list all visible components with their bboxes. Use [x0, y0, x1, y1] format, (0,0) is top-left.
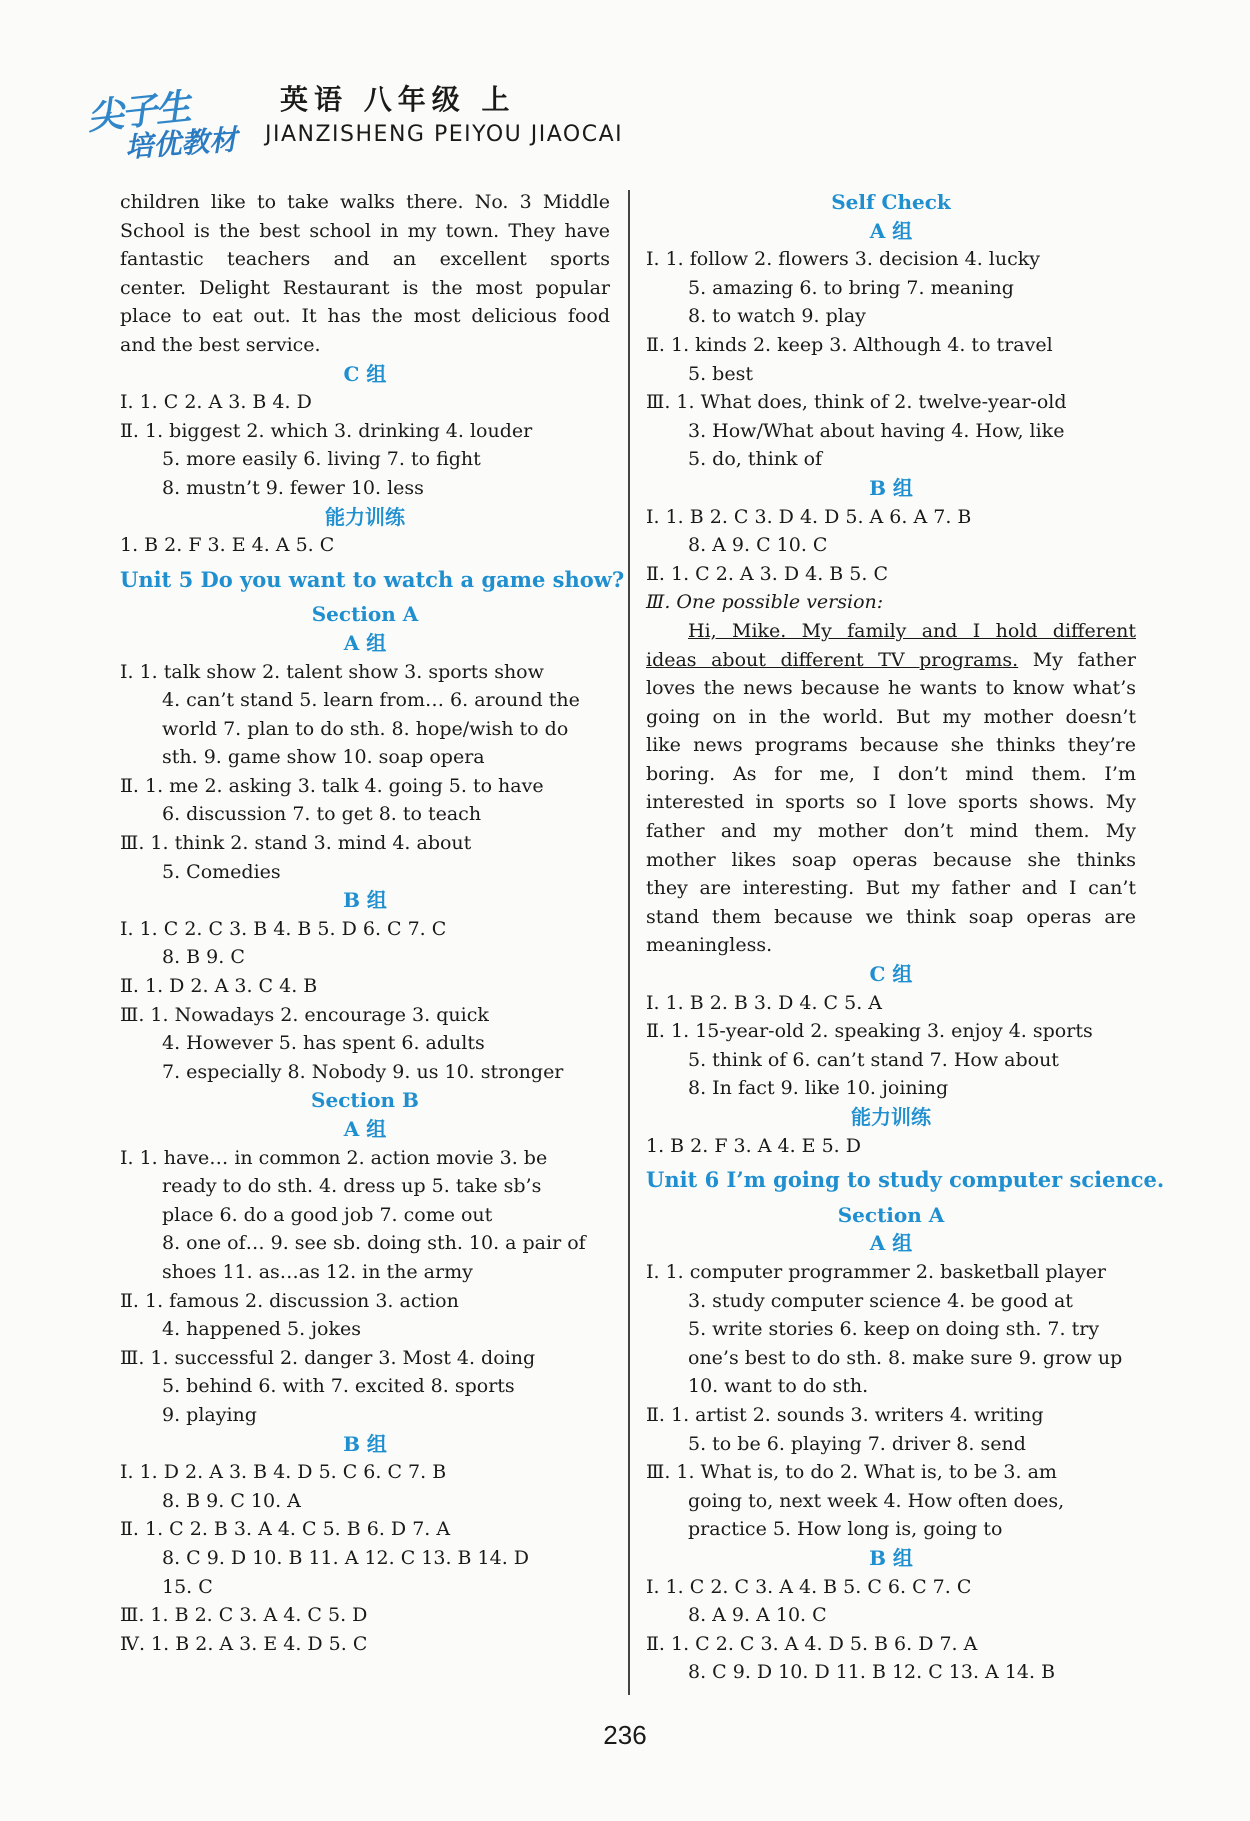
- answer-line: Ⅱ. 1. kinds 2. keep 3. Although 4. to travel: [646, 333, 1053, 356]
- passage-line: mother likes soap operas because she thinks: [646, 848, 1136, 871]
- passage-line: School is the best school in my town. They have: [120, 219, 610, 242]
- answer-continuation: 4. happened 5. jokes: [162, 1318, 361, 1341]
- page-header: [75, 78, 775, 168]
- passage-line: interested in sports so I love sports shows. My: [646, 791, 1136, 814]
- logo-line-1: 尖子生: [85, 86, 192, 139]
- answer-continuation: 5. write stories 6. keep on doing sth. 7. try: [688, 1318, 1100, 1341]
- answer-line: Ⅳ. 1. B 2. A 3. E 4. D 5. C: [120, 1632, 368, 1655]
- passage-line: meaningless.: [646, 934, 773, 957]
- section-heading: Section A: [837, 1202, 945, 1227]
- answer-line: Ⅰ. 1. C 2. C 3. A 4. B 5. C 6. C 7. C: [646, 1575, 972, 1598]
- answer-line: Ⅰ. 1. B 2. C 3. D 4. D 5. A 6. A 7. B: [646, 505, 972, 528]
- answer-continuation: 15. C: [162, 1575, 213, 1598]
- answer-line: Ⅰ. 1. talk show 2. talent show 3. sports show: [120, 660, 544, 683]
- left-column: [120, 188, 625, 1658]
- passage-line: going on in the world. But my mother doesn’t: [646, 705, 1136, 728]
- answer-continuation: 8. A 9. C 10. C: [688, 534, 828, 557]
- answer-line: Ⅲ. 1. think 2. stand 3. mind 4. about: [120, 832, 472, 855]
- series-logo: [75, 78, 265, 166]
- answer-continuation: 4. However 5. has spent 6. adults: [162, 1032, 485, 1055]
- answer-continuation: 8. A 9. A 10. C: [688, 1604, 827, 1627]
- answer-continuation: 5. more easily 6. living 7. to fight: [162, 448, 481, 471]
- answer-line: Ⅱ. 1. biggest 2. which 3. drinking 4. louder: [120, 419, 533, 442]
- answer-continuation: 5. Comedies: [162, 860, 281, 883]
- answer-continuation: 8. one of… 9. see sb. doing sth. 10. a pair of: [162, 1232, 586, 1255]
- section-heading: C 组: [869, 962, 913, 987]
- section-heading: B 组: [343, 888, 387, 913]
- answer-continuation: place 6. do a good job 7. come out: [162, 1203, 493, 1226]
- passage-text: My father: [1018, 648, 1136, 671]
- underlined-sentence: ideas about different TV programs.: [646, 648, 1019, 671]
- answer-line: Ⅰ. 1. D 2. A 3. B 4. D 5. C 6. C 7. B: [120, 1461, 447, 1484]
- answer-continuation: 5. to be 6. playing 7. driver 8. send: [688, 1432, 1026, 1455]
- passage-line: like news programs because she thinks they’re: [646, 734, 1136, 757]
- answer-line: Ⅰ. 1. have… in common 2. action movie 3. be: [120, 1146, 548, 1169]
- answer-continuation: 8. In fact 9. like 10. joining: [688, 1077, 949, 1100]
- answer-line: Ⅱ. 1. C 2. B 3. A 4. C 5. B 6. D 7. A: [120, 1518, 451, 1541]
- answer-continuation: 8. B 9. C 10. A: [162, 1489, 301, 1512]
- passage-line: fantastic teachers and an excellent sports: [120, 248, 610, 271]
- passage-line: and the best service.: [120, 333, 321, 356]
- passage-line: [646, 646, 1136, 675]
- section-heading: B 组: [869, 1545, 913, 1570]
- answer-continuation: 6. discussion 7. to get 8. to teach: [162, 803, 482, 826]
- answer-line: Ⅲ. 1. B 2. C 3. A 4. C 5. D: [120, 1604, 368, 1627]
- answer-line: Ⅰ. 1. B 2. B 3. D 4. C 5. A: [646, 991, 882, 1014]
- section-heading: 能力训练: [851, 1105, 931, 1129]
- section-heading: A 组: [869, 218, 913, 243]
- passage-line: loves the news because he wants to know what’s: [646, 677, 1136, 700]
- answer-line: Ⅱ. 1. famous 2. discussion 3. action: [120, 1289, 459, 1312]
- answer-continuation: one’s best to do sth. 8. make sure 9. grow up: [688, 1346, 1123, 1369]
- answer-line: Ⅱ. 1. D 2. A 3. C 4. B: [120, 975, 318, 998]
- passage-line: father and my mother don’t mind them. My: [646, 820, 1136, 843]
- answer-line: Ⅱ. 1. me 2. asking 3. talk 4. going 5. to have: [120, 774, 544, 797]
- book-subtitle: JIANZISHENG PEIYOU JIAOCAI: [265, 122, 624, 147]
- answer-continuation: 8. C 9. D 10. B 11. A 12. C 13. B 14. D: [162, 1546, 530, 1569]
- answer-continuation: going to, next week 4. How often does,: [688, 1489, 1065, 1512]
- answer-continuation: 9. playing: [162, 1403, 257, 1426]
- right-column: [646, 188, 1165, 1687]
- answer-line: 1. B 2. F 3. A 4. E 5. D: [646, 1134, 861, 1157]
- answer-continuation: 3. study computer science 4. be good at: [688, 1289, 1073, 1312]
- section-heading: A 组: [343, 1117, 387, 1141]
- section-heading: C 组: [343, 361, 387, 386]
- section-heading: Self Check: [831, 190, 951, 214]
- passage-line: Hi, Mike. My family and I hold different: [688, 619, 1136, 642]
- answer-continuation: 5. think of 6. can’t stand 7. How about: [688, 1048, 1059, 1071]
- answer-continuation: world 7. plan to do sth. 8. hope/wish to do: [162, 717, 569, 740]
- passage-line: they are interesting. But my father and I can’t: [646, 877, 1136, 900]
- answer-continuation: 5. do, think of: [688, 448, 823, 471]
- book-title: 英语 八年级 上: [280, 83, 516, 116]
- section-heading: A 组: [869, 1231, 913, 1256]
- page-number: 236: [603, 1720, 647, 1750]
- column-divider: [628, 190, 630, 1695]
- answer-continuation: shoes 11. as…as 12. in the army: [162, 1260, 473, 1283]
- answer-line: Ⅲ. 1. Nowadays 2. encourage 3. quick: [120, 1003, 489, 1026]
- answer-continuation: 8. C 9. D 10. D 11. B 12. C 13. A 14. B: [688, 1661, 1056, 1684]
- answer-continuation: 3. How/What about having 4. How, like: [688, 419, 1065, 442]
- passage-line: children like to take walks there. No. 3 Middle: [120, 191, 610, 213]
- logo-line-2: 培优教材: [124, 123, 239, 164]
- passage-line: place to eat out. It has the most delicious food: [120, 305, 610, 328]
- answer-line: Ⅲ. 1. What is, to do 2. What is, to be 3. am: [646, 1461, 1057, 1484]
- passage-line: boring. As for me, I don’t mind them. I’m: [646, 762, 1136, 785]
- section-heading: B 组: [869, 475, 913, 500]
- section-heading: B 组: [343, 1431, 387, 1456]
- composition-label: Ⅲ. One possible version:: [646, 591, 884, 614]
- passage-line: stand them because we think soap operas are: [646, 905, 1136, 928]
- section-heading: 能力训练: [325, 504, 405, 529]
- answer-line: Ⅲ. 1. successful 2. danger 3. Most 4. doing: [120, 1346, 536, 1369]
- answer-continuation: practice 5. How long is, going to: [688, 1518, 1003, 1541]
- answer-line: Ⅰ. 1. computer programmer 2. basketball player: [646, 1260, 1107, 1283]
- answer-continuation: 5. amazing 6. to bring 7. meaning: [688, 276, 1014, 299]
- answer-line: Ⅱ. 1. artist 2. sounds 3. writers 4. writing: [646, 1403, 1044, 1426]
- answer-continuation: 5. behind 6. with 7. excited 8. sports: [162, 1375, 515, 1398]
- answer-line: Ⅲ. 1. What does, think of 2. twelve-year-old: [646, 391, 1067, 414]
- answer-continuation: 10. want to do sth.: [688, 1375, 869, 1398]
- answer-line: Ⅱ. 1. 15-year-old 2. speaking 3. enjoy 4. sports: [646, 1020, 1093, 1043]
- passage-line: center. Delight Restaurant is the most popular: [120, 276, 610, 299]
- answer-line: 1. B 2. F 3. E 4. A 5. C: [120, 534, 335, 557]
- section-heading: Section A: [311, 602, 419, 627]
- answer-line: Ⅰ. 1. C 2. C 3. B 4. B 5. D 6. C 7. C: [120, 917, 447, 940]
- answer-continuation: 8. B 9. C: [162, 946, 245, 969]
- answer-continuation: 5. best: [688, 362, 753, 385]
- answer-continuation: 7. especially 8. Nobody 9. us 10. stronger: [162, 1060, 564, 1083]
- answer-line: Ⅱ. 1. C 2. A 3. D 4. B 5. C: [646, 562, 888, 585]
- answer-line: Ⅰ. 1. C 2. A 3. B 4. D: [120, 391, 312, 414]
- unit-heading: Unit 5 Do you want to watch a game show?: [120, 566, 625, 592]
- answer-line: Ⅰ. 1. follow 2. flowers 3. decision 4. lucky: [646, 248, 1040, 271]
- unit-heading: Unit 6 I’m going to study computer science.: [646, 1167, 1165, 1193]
- answer-continuation: 4. can’t stand 5. learn from… 6. around the: [162, 689, 580, 712]
- answer-continuation: ready to do sth. 4. dress up 5. take sb’s: [162, 1175, 542, 1198]
- answer-continuation: 8. mustn’t 9. fewer 10. less: [162, 476, 424, 499]
- answer-continuation: sth. 9. game show 10. soap opera: [162, 746, 485, 769]
- answer-continuation: 8. to watch 9. play: [688, 305, 866, 328]
- section-heading: Section B: [311, 1088, 419, 1113]
- answer-line: Ⅱ. 1. C 2. C 3. A 4. D 5. B 6. D 7. A: [646, 1632, 978, 1655]
- section-heading: A 组: [343, 630, 387, 655]
